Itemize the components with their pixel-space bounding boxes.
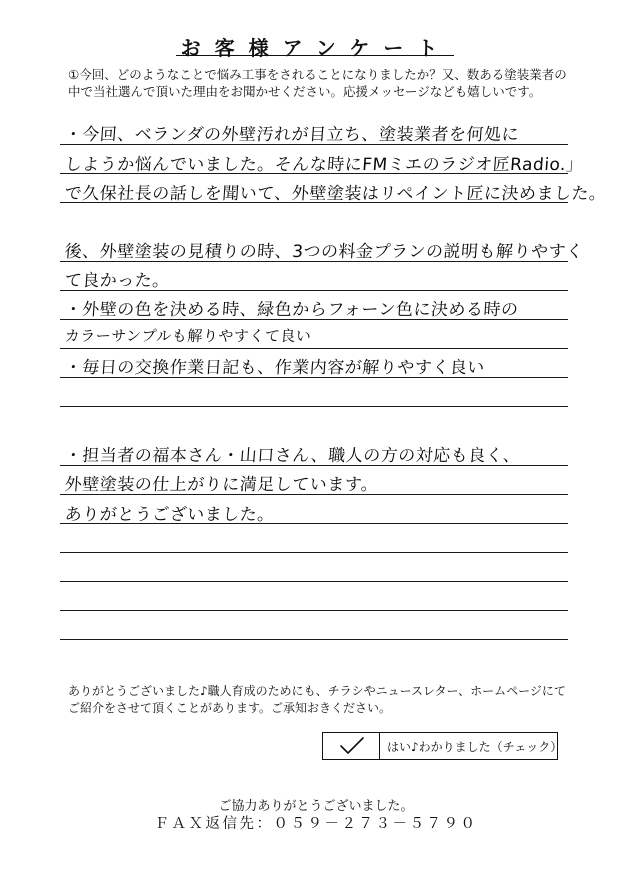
survey-title: お客様アンケート: [180, 36, 452, 60]
answer-rule: [60, 406, 568, 407]
handwritten-answer-line: 後、外壁塗装の見積りの時、3つの料金プランの説明も解りやすく: [64, 242, 585, 262]
answer-rule: [60, 552, 568, 553]
answer-rule: [60, 348, 568, 349]
closing-thanks: ご協力ありがとうございました。: [218, 799, 414, 814]
handwritten-answer-line: ・外壁の色を決める時、緑色からフォーン色に決める時の: [64, 300, 520, 320]
publication-notice: ありがとうございました♪職人育成のためにも、チラシやニュースレター、ホームページにてご紹介をさせて頂くことがあります。ご承知おきください。: [68, 684, 566, 715]
handwritten-answer-line: カラーサンプルも解りやすくて良い: [64, 327, 312, 345]
handwritten-answer-line: ・毎日の交換作業日記も、作業内容が解りやすく良い: [64, 358, 486, 378]
handwritten-answer-line: で久保社長の話しを聞いて、外壁塗装はリペイント匠に決めました。: [64, 184, 608, 204]
handwritten-answer-line: しようか悩んでいました。そんな時にFMミエのラジオ匠Radio.」: [64, 155, 585, 175]
checkmark-icon: [339, 736, 365, 756]
handwritten-answer-line: ・今回、ベランダの外壁汚れが目立ち、塗装業者を何処に: [64, 125, 520, 145]
consent-checkbox[interactable]: [323, 733, 379, 759]
consent-label: はい♪わかりました（チェック）: [387, 740, 563, 754]
answer-rule: [60, 581, 568, 582]
consent-checkbox-row[interactable]: [322, 732, 563, 760]
answer-rule: [60, 639, 568, 640]
handwritten-answer-line: て良かった。: [64, 271, 171, 291]
answer-rule: [60, 610, 568, 611]
handwritten-answer-line: 外壁塗装の仕上がりに満足しています。: [64, 475, 380, 495]
fax-number: ＦＡＸ返信先：０５９－２７３－５７９０: [154, 816, 478, 832]
checkbox-divider: [379, 733, 380, 759]
title-underline: [176, 55, 454, 56]
handwritten-answer-line: ・担当者の福本さん・山口さん、職人の方の対応も良く、: [64, 446, 522, 466]
handwritten-answer-line: ありがとうございました。: [64, 505, 276, 525]
question-text: ①今回、どのようなことで悩み工事をされることになりましたか？又、数ある塗装業者の中で当社選んで頂いた理由をお聞かせください。応援メッセージなども嬉しいです。: [68, 67, 567, 99]
